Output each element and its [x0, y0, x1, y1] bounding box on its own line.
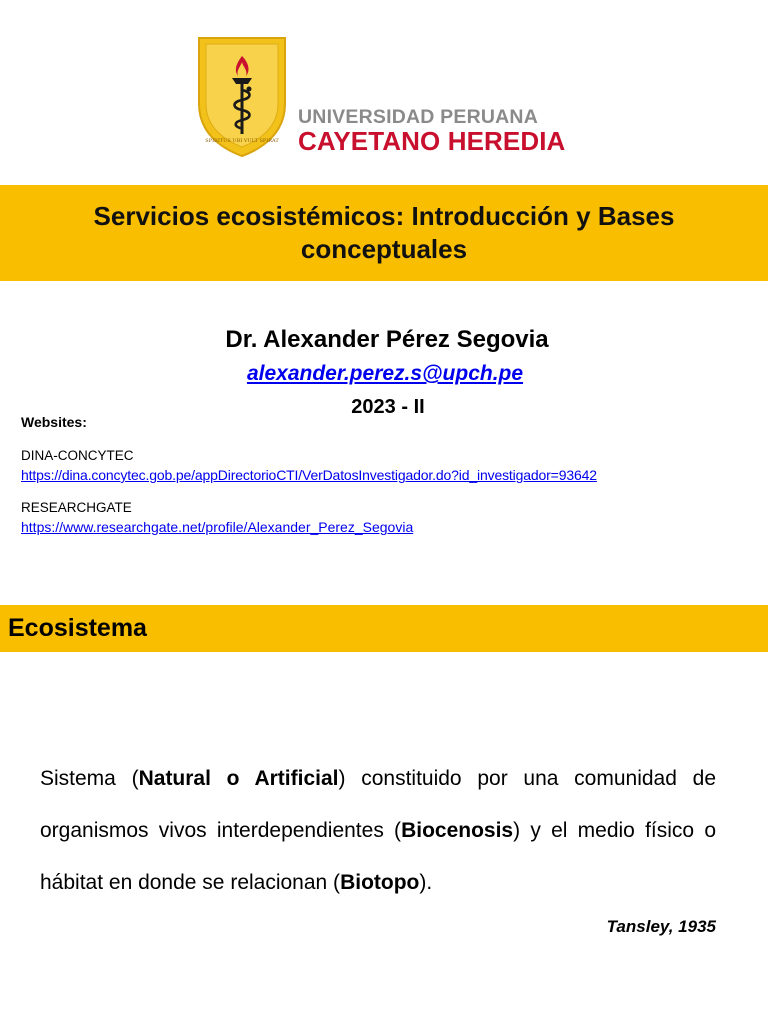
shield-icon — [196, 34, 288, 158]
website-link-researchgate[interactable]: https://www.researchgate.net/profile/Alexander_Perez_Segovia — [21, 519, 414, 535]
university-logo — [196, 34, 596, 160]
presentation-title: Servicios ecosistémicos: Introducción y Bases conceptuales — [93, 201, 675, 264]
section-heading: Ecosistema — [8, 614, 147, 642]
academic-term: 2023 - II — [351, 396, 425, 418]
websites-label: Websites: — [21, 414, 87, 430]
university-name-line1: UNIVERSIDAD PERUANA — [298, 106, 538, 128]
definition-text: ) constituido por una comunidad de organismos vivos interdependientes ( — [40, 767, 717, 842]
citation: Tansley, 1935 — [606, 917, 716, 936]
website-name-researchgate: RESEARCHGATE — [21, 500, 132, 515]
website-link-dina[interactable]: https://dina.concytec.gob.pe/appDirectorioCTI/VerDatosInvestigador.do?id_investigador=93642 — [21, 467, 597, 483]
definition-text: ) y el medio físico o hábitat en donde se relacionan ( — [40, 819, 717, 894]
section-banner — [0, 605, 768, 652]
university-name-line2: CAYETANO HEREDIA — [298, 126, 566, 156]
website-name-dina: DINA-CONCYTEC — [21, 448, 134, 463]
definition-text: ). — [419, 871, 433, 894]
definition-bold-term: Biocenosis — [401, 819, 514, 842]
author-name: Dr. Alexander Pérez Segovia — [225, 326, 549, 353]
definition-text: Sistema ( — [40, 767, 139, 790]
definition-bold-term: Natural o Artificial — [138, 767, 339, 790]
title-banner — [0, 185, 768, 281]
definition-bold-term: Biotopo — [340, 871, 420, 894]
ecosystem-definition — [40, 753, 716, 909]
motto-text: SPIRITUS UBI VULT SPIRAT — [205, 138, 279, 144]
author-email-link[interactable]: alexander.perez.s@upch.pe — [246, 362, 524, 385]
